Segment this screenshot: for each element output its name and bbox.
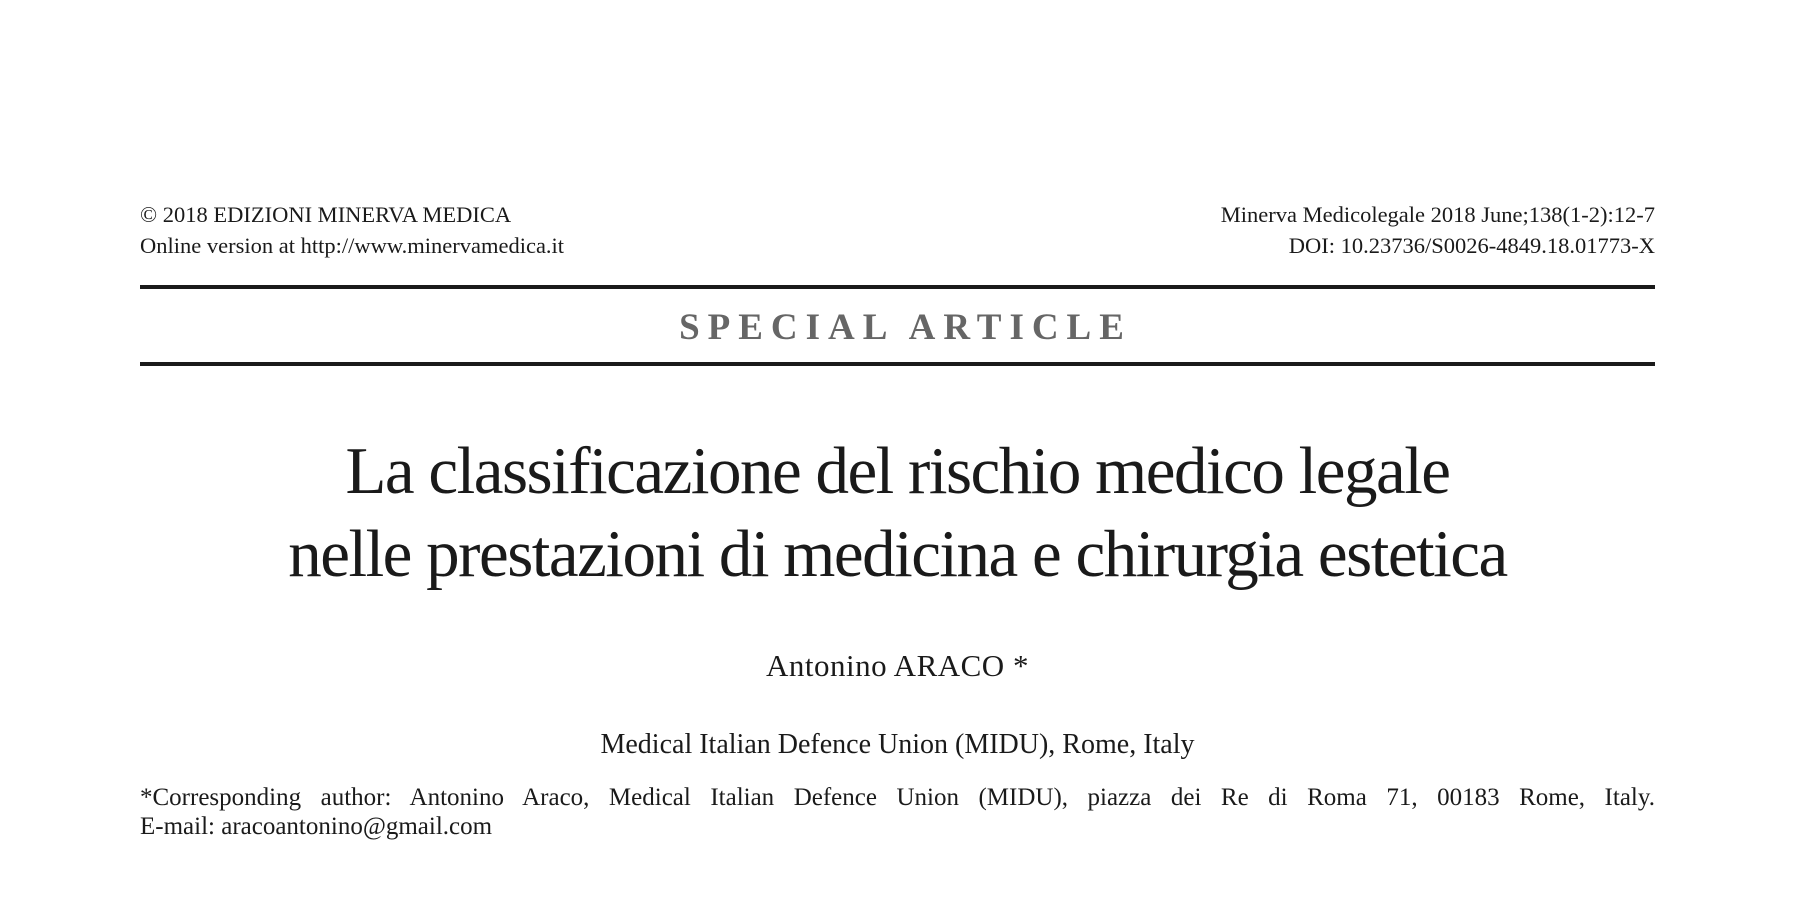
correspondence-email: E-mail: aracoantonino@gmail.com: [140, 813, 493, 840]
correspondence-address: *Corresponding author: Antonino Araco, Medical Italian Defence Union (MIDU), piazza dei Re di Roma 71, 00183 Rome, Italy.: [140, 784, 1655, 811]
doi-line: DOI: 10.23736/S0026-4849.18.01773-X: [1288, 233, 1655, 258]
bottom-divider: [140, 362, 1655, 366]
title-line-2: nelle prestazioni di medicina e chirurgia estetica: [288, 517, 1507, 591]
journal-publisher-info: [140, 199, 564, 261]
article-title: [140, 430, 1655, 596]
correspondence-note: [140, 783, 1655, 841]
title-line-1: La classificazione del rischio medico legale: [345, 434, 1450, 508]
copyright-line: © 2018 EDIZIONI MINERVA MEDICA: [140, 202, 512, 227]
author-name: Antonino ARACO *: [766, 648, 1029, 683]
top-divider: [140, 285, 1655, 289]
citation-line: Minerva Medicolegale 2018 June;138(1-2):12-7: [1220, 202, 1655, 227]
section-label: SPECIAL ARTICLE: [679, 307, 1132, 348]
author-affiliation: Medical Italian Defence Union (MIDU), Rome, Italy: [600, 729, 1195, 760]
journal-citation-info: [1221, 199, 1655, 261]
online-version-line: Online version at http://www.minervamedica.it: [140, 233, 565, 258]
